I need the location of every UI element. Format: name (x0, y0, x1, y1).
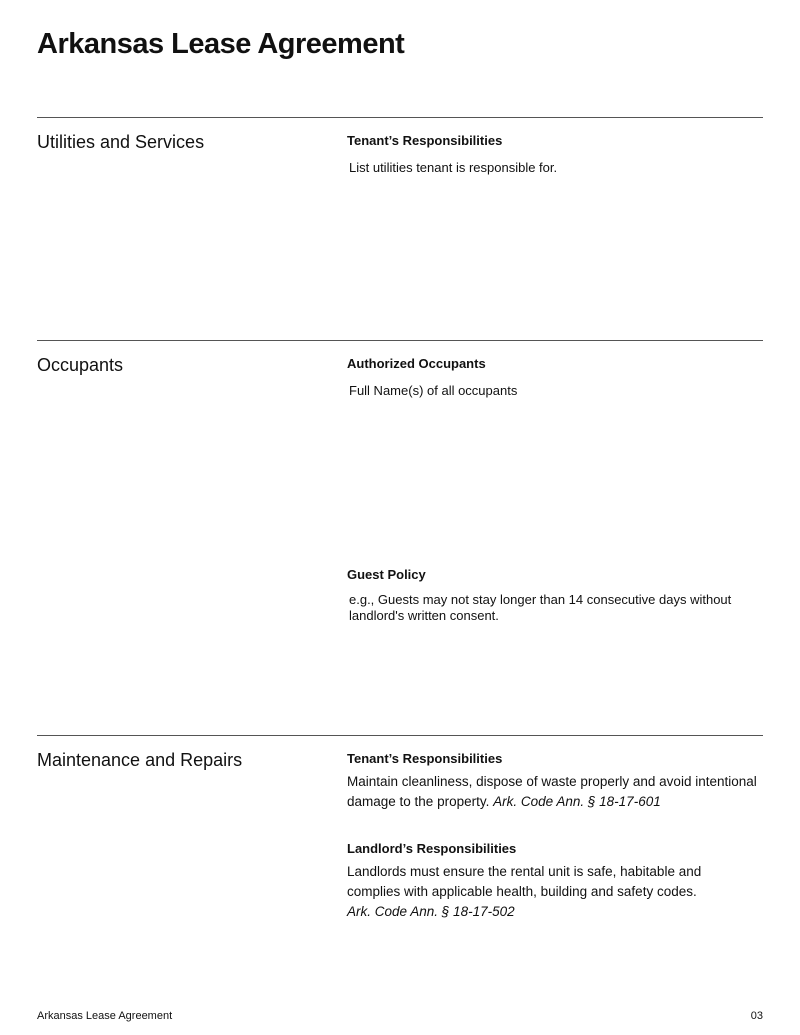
footer-document-name: Arkansas Lease Agreement (37, 1010, 173, 1022)
divider (37, 735, 763, 736)
tenant-text: Maintain cleanliness, dispose of waste properly and avoid intentional damage to the property. (347, 774, 757, 809)
field-label-authorized-occupants: Authorized Occupants (347, 356, 486, 371)
utilities-input[interactable]: List utilities tenant is responsible for. (349, 160, 558, 175)
footer-page-number: 03 (750, 1010, 763, 1022)
landlord-text: Landlords must ensure the rental unit is safe, habitable and complies with applicable health, building and safety codes. (347, 864, 702, 899)
page-title: Arkansas Lease Agreement (37, 28, 405, 60)
landlord-responsibilities-text (347, 862, 717, 922)
guest-policy-input[interactable]: e.g., Guests may not stay longer than 14 consecutive days without landlord's written consent. (349, 592, 732, 623)
authorized-occupants-input[interactable]: Full Name(s) of all occupants (349, 383, 518, 398)
landlord-citation: Ark. Code Ann. § 18-17-502 (347, 904, 515, 919)
section-title-utilities: Utilities and Services (37, 132, 205, 152)
tenant-responsibilities-text (347, 772, 763, 812)
label-landlord-responsibilities: Landlord’s Responsibilities (347, 841, 517, 856)
divider (37, 340, 763, 341)
field-label-guest-policy: Guest Policy (347, 567, 426, 582)
divider (37, 117, 763, 118)
section-title-maintenance: Maintenance and Repairs (37, 750, 243, 770)
field-label-tenant-responsibilities: Tenant’s Responsibilities (347, 133, 503, 148)
label-tenant-responsibilities: Tenant’s Responsibilities (347, 751, 503, 766)
tenant-citation: Ark. Code Ann. § 18-17-601 (493, 794, 661, 809)
section-title-occupants: Occupants (37, 355, 124, 375)
